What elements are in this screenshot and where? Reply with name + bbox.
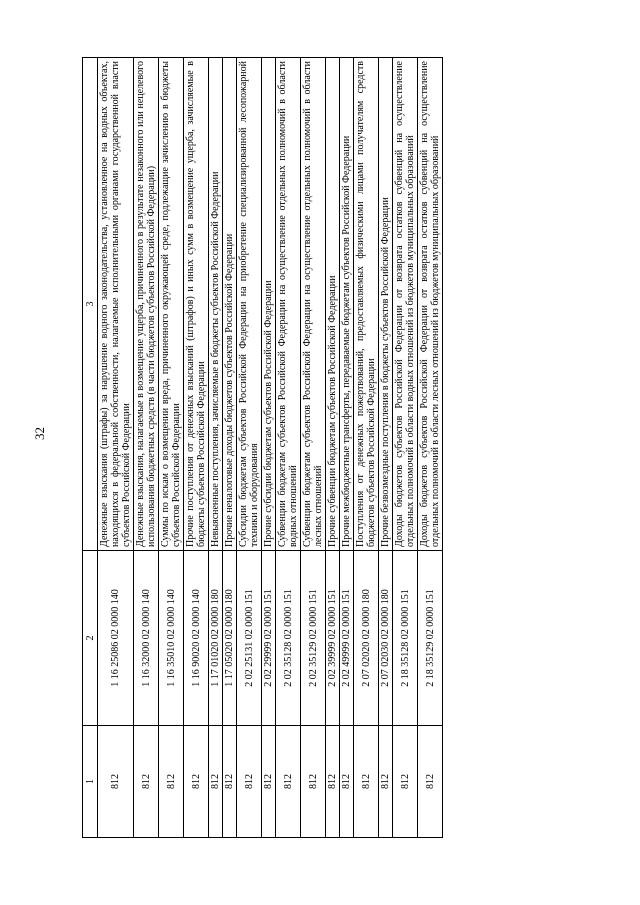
revenue-name-cell: Субвенции бюджетам субъектов Российской Федерации на осуществление отдельных полномочий в области лесных отношений [301, 58, 326, 551]
admin-code-cell: 812 [418, 726, 443, 838]
revenue-name-cell: Прочие межбюджетные трансферты, передаваемые бюджетам субъектов Российской Федерации [340, 58, 354, 551]
admin-code-cell: 812 [223, 726, 237, 838]
budget-code-cell: 2 02 35129 02 0000 151 [301, 551, 326, 726]
budget-code-cell: 2 02 49999 02 0000 151 [340, 551, 354, 726]
admin-code-cell: 812 [237, 726, 262, 838]
table-row [301, 58, 326, 838]
budget-code-cell: 1 16 32000 02 0000 140 [134, 551, 159, 726]
admin-code-cell: 812 [393, 726, 418, 838]
budget-code-cell: 1 17 01020 02 0000 180 [209, 551, 223, 726]
revenue-name-cell: Невыясненные поступления, зачисляемые в бюджеты субъектов Российской Федерации [209, 58, 223, 551]
budget-code-cell: 2 02 25131 02 0000 151 [237, 551, 262, 726]
revenue-name-cell: Поступления от денежных пожертвований, предоставляемых физическими лицами получателям средств бюджетов субъектов Российской Федерации [354, 58, 379, 551]
table-row [418, 58, 443, 838]
revenue-name-cell: Денежные взыскания (штрафы) за нарушение водного законодательства, установленное на водных объектах, находящихся в федеральной собственности, налагаемые исполнительными органами государственной власти субъектов Российской Федерации [98, 58, 134, 551]
revenue-name-cell: Прочие неналоговые доходы бюджетов субъектов Российской Федерации [223, 58, 237, 551]
admin-code-cell: 812 [98, 726, 134, 838]
revenue-name-cell: Прочие поступления от денежных взысканий (штрафов) и иных сумм в возмещение ущерба, зачисляемые в бюджеты субъектов Российской Федерации [184, 58, 209, 551]
budget-code-cell: 1 16 35010 02 0000 140 [159, 551, 184, 726]
revenue-name-cell: Прочие субсидии бюджетам субъектов Российской Федерации [262, 58, 276, 551]
revenue-name-cell: Субвенции бюджетам субъектов Российской Федерации на осуществление отдельных полномочий в области водных отношений [276, 58, 301, 551]
table-header-row [83, 58, 98, 838]
revenue-name-cell: Прочие безвозмездные поступления в бюджеты субъектов Российской Федерации [379, 58, 393, 551]
revenue-name-cell: Субсидии бюджетам субъектов Российской Федерации на приобретение специализированной лесопожарной техники и оборудования [237, 58, 262, 551]
header-col-2: 2 [83, 551, 98, 726]
admin-code-cell: 812 [301, 726, 326, 838]
revenue-name-cell: Прочие субвенции бюджетам субъектов Российской Федерации [326, 58, 340, 551]
table-row [209, 58, 223, 838]
budget-code-cell: 2 02 29999 02 0000 151 [262, 551, 276, 726]
admin-code-cell: 812 [276, 726, 301, 838]
admin-code-cell: 812 [379, 726, 393, 838]
revenue-codes-table [82, 57, 443, 838]
budget-code-cell: 2 02 39999 02 0000 151 [326, 551, 340, 726]
table-row [326, 58, 340, 838]
budget-code-cell: 2 18 35128 02 0000 151 [393, 551, 418, 726]
revenue-name-cell: Доходы бюджетов субъектов Российской Федерации от возврата остатков субвенций на осуществление отдельных полномочий в области водных отношений из бюджетов муниципальных образований [393, 58, 418, 551]
admin-code-cell: 812 [326, 726, 340, 838]
table-row [98, 58, 134, 838]
table-row [223, 58, 237, 838]
budget-code-cell: 1 16 90020 02 0000 140 [184, 551, 209, 726]
header-col-1: 1 [83, 726, 98, 838]
table-row [184, 58, 209, 838]
budget-code-cell: 2 07 02030 02 0000 180 [379, 551, 393, 726]
admin-code-cell: 812 [340, 726, 354, 838]
budget-code-cell: 1 16 25086 02 0000 140 [98, 551, 134, 726]
budget-code-cell: 2 18 35129 02 0000 151 [418, 551, 443, 726]
page-number: 32 [32, 427, 47, 440]
admin-code-cell: 812 [159, 726, 184, 838]
table-row [354, 58, 379, 838]
table-row [262, 58, 276, 838]
revenue-codes-table-container [82, 58, 542, 838]
table-row [276, 58, 301, 838]
admin-code-cell: 812 [134, 726, 159, 838]
budget-code-cell: 2 02 35128 02 0000 151 [276, 551, 301, 726]
revenue-name-cell: Денежные взыскания, налагаемые в возмещение ущерба, причиненного в результате незаконного или нецелевого использования бюджетных средств (в части бюджетов субъектов Российской Федерации) [134, 58, 159, 551]
table-row [159, 58, 184, 838]
table-row [393, 58, 418, 838]
table-row [237, 58, 262, 838]
admin-code-cell: 812 [184, 726, 209, 838]
table-row [340, 58, 354, 838]
header-col-3: 3 [83, 58, 98, 551]
table-row [134, 58, 159, 838]
budget-code-cell: 1 17 05020 02 0000 180 [223, 551, 237, 726]
revenue-name-cell: Суммы по искам о возмещении вреда, причиненного окружающей среде, подлежащие зачислению в бюджеты субъектов Российской Федерации [159, 58, 184, 551]
admin-code-cell: 812 [262, 726, 276, 838]
admin-code-cell: 812 [354, 726, 379, 838]
admin-code-cell: 812 [209, 726, 223, 838]
table-row [379, 58, 393, 838]
revenue-name-cell: Доходы бюджетов субъектов Российской Федерации от возврата остатков субвенций на осуществление отдельных полномочий в области лесных отношений из бюджетов муниципальных образований [418, 58, 443, 551]
budget-code-cell: 2 07 02020 02 0000 180 [354, 551, 379, 726]
